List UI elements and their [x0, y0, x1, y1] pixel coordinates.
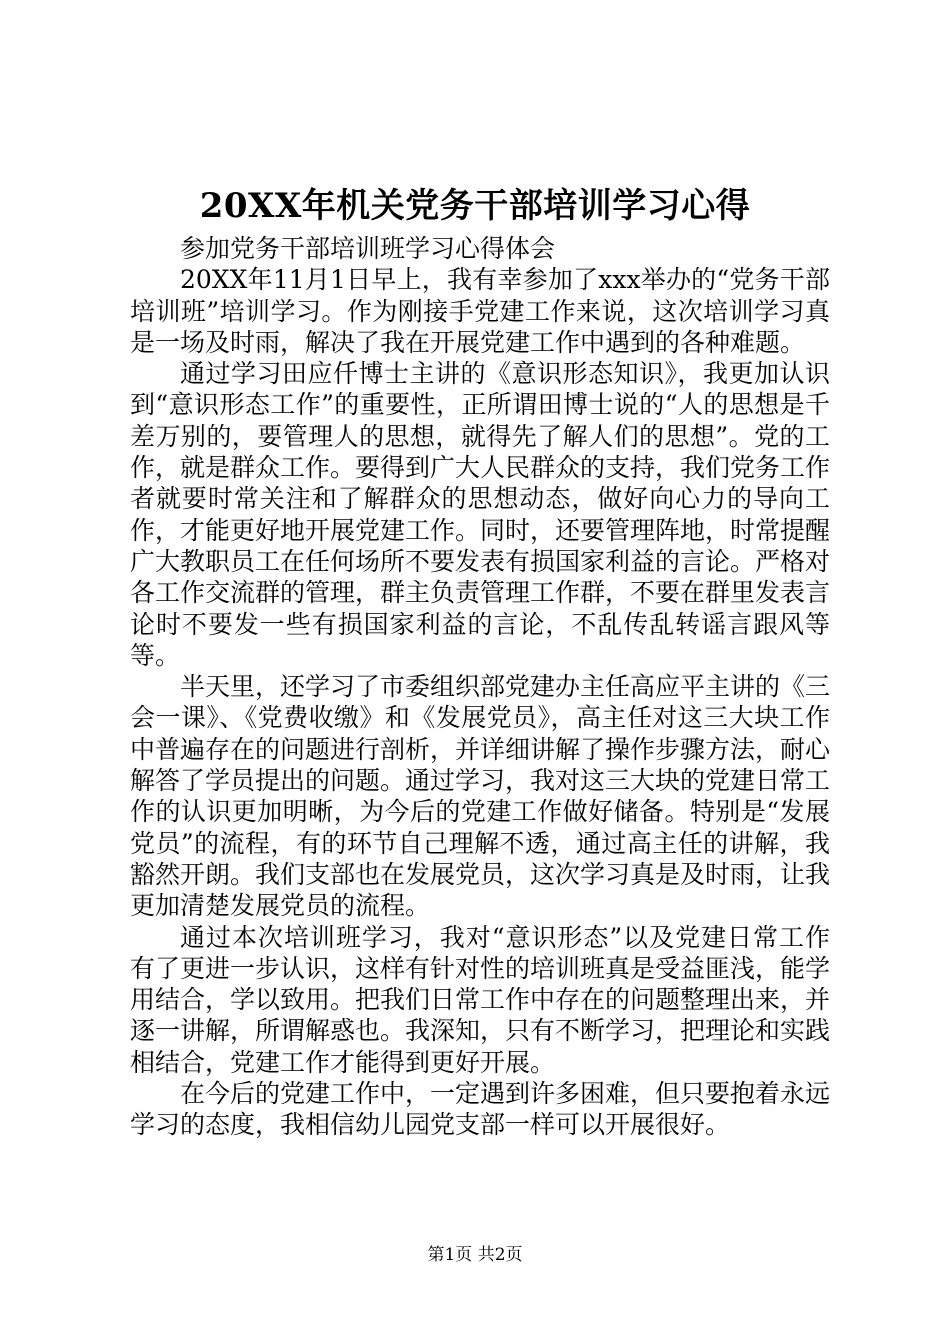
page-number-footer: 第1页 共2页	[427, 1245, 523, 1265]
paragraph: 通过学习田应仟博士主讲的《意识形态知识》，我更加认识到“意识形态工作”的重要性，正所谓田博士说的“人的思想是千差万别的，要管理人的思想，就得先了解人们的思想”。党的工作，就是群众工作。要得到广大人民群众的支持，我们党务工作者就要时常关注和了解群众的思想动态，做好向心力的导向工作，才能更好地开展党建工作。同时，还要管理阵地，时常提醒广大教职员工在任何场所不要发表有损国家利益的言论。严格对各工作交流群的管理，群主负责管理工作群，不要在群里发表言论时不要发一些有损国家利益的言论，不乱传乱转谣言跟风等等。	[130, 359, 831, 670]
document-body	[130, 233, 830, 1141]
paragraph: 20XX年11月1日早上，我有幸参加了xxx举办的“党务干部培训班”培训学习。作为刚接手党建工作来说，这次培训学习真是一场及时雨，解决了我在开展党建工作中遇到的各种难题。	[130, 265, 830, 357]
paragraph-subtitle: 参加党务干部培训班学习心得体会	[180, 234, 556, 263]
paragraph: 通过本次培训班学习，我对“意识形态”以及党建日常工作有了更进一步认识，这样有针对性的培训班真是受益匪浅，能学用结合，学以致用。把我们日常工作中存在的问题整理出来，并逐一讲解，所谓解惑也。我深知，只有不断学习，把理论和实践相结合，党建工作才能得到更好开展。	[130, 922, 831, 1077]
paragraph: 在今后的党建工作中，一定遇到许多困难，但只要抱着永远学习的态度，我相信幼儿园党支部一样可以开展很好。	[130, 1079, 831, 1140]
paragraph: 半天里，还学习了市委组织部党建办主任高应平主讲的《三会一课》、《党费收缴》和《发展党员》，高主任对这三大块工作中普遍存在的问题进行剖析，并详细讲解了操作步骤方法，耐心解答了学员提出的问题。通过学习，我对这三大块的党建日常工作的认识更加明晰，为今后的党建工作做好储备。特别是“发展党员”的流程，有的环节自己理解不透，通过高主任的讲解，我豁然开朗。我们支部也在发展党员，这次学习真是及时雨，让我更加清楚发展党员的流程。	[130, 672, 831, 921]
document-title: 20XX年机关党务干部培训学习心得	[199, 186, 751, 226]
